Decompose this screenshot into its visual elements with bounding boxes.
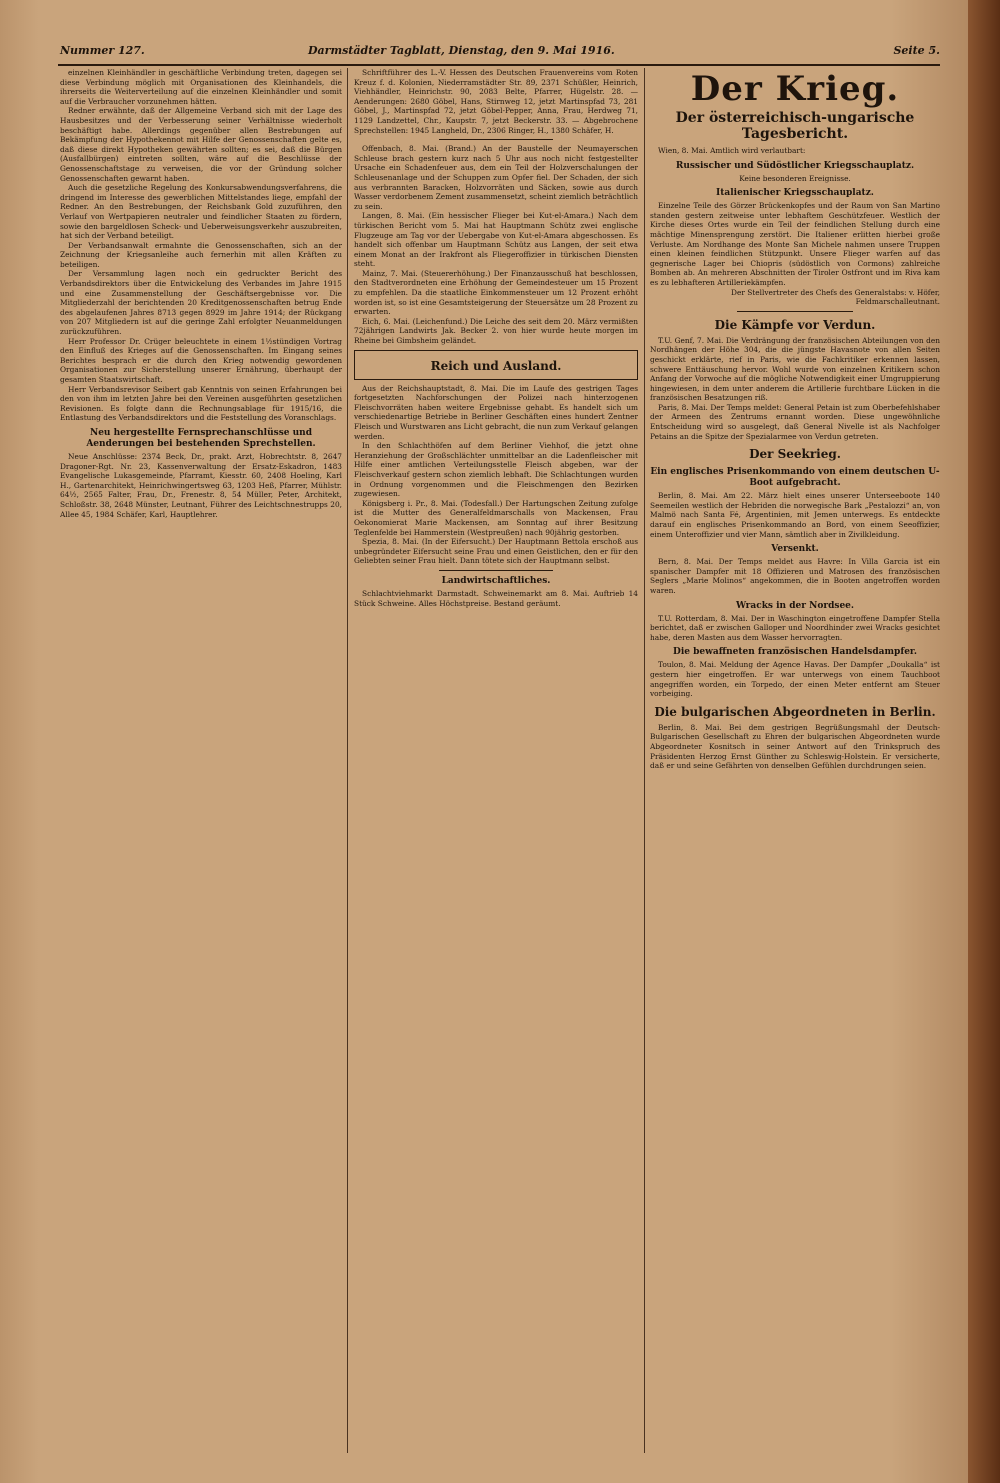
seekrieg-title: Der Seekrieg. [749, 447, 841, 462]
binding-edge [968, 0, 1000, 1483]
front-title-russia: Russischer und Südöstlicher Kriegsschauplatz. [675, 160, 915, 171]
verdun-text-2: Paris, 8. Mai. Der Temps meldet: General Petain ist zum Oberbefehlshaber der Armeen des Zentrums ernannt worden. Diese ungewöhnliche Entscheidung wird so ausgelegt, daß General Nivelle ist als Nachfolger Petains an die Spitze der Spezialarmee von Verdun getreten. [650, 402, 940, 441]
front-italy-text: Einzelne Teile des Görzer Brückenkopfes und der Raum von San Martino standen gestern zeitweise unter lebhaftem Geschützfeuer. Westlich der Kirche dieses Ortes wurde ein Teil der feindlichen Stellung durch eine mächtige Minensprengung zerstört. Die Italiener erlitten hierbei große Verluste. Am Nordhange des Monte San Michele nahmen unsere Truppen einen kleinen feindlichen Stützpunkt. Unsere Flieger warfen auf das gegnerische Lager bei Chiopris (südöstlich von Cormons) zahlreiche Bomben ab. An mehreren Abschnitten der Tiroler Ostfront und im Riva kam es zu lebhafteren Artilleriekämpfen. [650, 201, 940, 287]
news-reich-2: In den Schlachthöfen auf dem Berliner Viehhof, die jetzt ohne Heranziehung der Großschlächter unmittelbar an die Ladenfleischer mit Hilfe einer amtlichen Verteilungsstelle Fleisch abgeben, war der Fleischverkauf gestern schon ziemlich lebhaft. Die Schlachtungen wurden in Ordnung vorgenommen und die Fleischmengen den Bezirken zugewiesen. [354, 441, 638, 499]
issue-number: Nummer 127. [60, 44, 145, 57]
column-1 [60, 68, 342, 1453]
war-subheadline: Der österreichisch-ungarische Tagesbericht. [675, 110, 915, 142]
article-paragraph: einzelnen Kleinhändler in geschäftliche Verbindung treten, dagegen sei diese Verbindung möglich mit Organisationen des Kleinhandels, die ihrerseits die Weiterverteilung auf die einzelnen Kleinhändler und somit auf die Verbraucher vorzunehmen hätten. [60, 68, 342, 106]
article-paragraph: Der Versammlung lagen noch ein gedruckter Bericht des Verbandsdirektors über die Entwickelung des Verbandes im Jahre 1915 und eine Zusammenstellung der Geschäftsergebnisse vor. Die Mitgliederzahl der berichtenden 20 Kreditgenossenschaften betrug Ende des abgelaufenen Jahres 8713 gegen 8929 im Jahre 1914; der Rückgang von 207 Mitgliedern ist auf die geringe Zahl erfolgter Neuanmeldungen zurückzuführen. [60, 269, 342, 337]
news-langen: Langen, 8. Mai. (Ein hessischer Flieger bei Kut-el-Amara.) Nach dem türkischen Bericht vom 5. Mai hat Hauptmann Schütz zwei englische Flugzeuge am Tag vor der Uebergabe von Kut-el-Amara abgeschossen. Es handelt sich offenbar um Hauptmann Schütz aus Langen, der seit etwa einem Monat an der Irakfront als Fliegeroffizier in türkischen Diensten steht. [354, 211, 638, 269]
masthead [60, 42, 940, 64]
signoff: Der Stellvertreter des Chefs des Generalstabs: v. Höfer, Feldmarschalleutnant. [731, 287, 940, 307]
news-offenbach: Offenbach, 8. Mai. (Brand.) An der Baustelle der Neumayerschen Schleuse brach gestern kurz nach 5 Uhr aus noch nicht festgestellter Ursache ein Schadenfeuer aus, dem ein Teil der Holzverschalungen der Schleusenanlage und der Schuppen zum Opfer fiel. Der Schaden, der sich aus verbrannten Baracken, Holzvorräten und Säcken, sowie aus durch Wasser verdorbenem Zement zusammensetzt, scheint ziemlich beträchtlich zu sein. [354, 144, 638, 211]
phone-section-title: Neu hergestellte Fernsprechanschlüsse und Aenderungen bei bestehenden Sprechstellen. [86, 427, 316, 449]
column-2 [354, 68, 638, 1453]
front-title-italy: Italienischer Kriegsschauplatz. [716, 188, 874, 199]
bulgarian-title: Die bulgarischen Abgeordneten in Berlin. [654, 704, 936, 719]
page-number: Seite 5. [893, 44, 940, 57]
bewaffnet-title: Die bewaffneten französischen Handelsdampfer. [673, 647, 917, 658]
news-koenigsberg: Königsberg i. Pr., 8. Mai. (Todesfall.) Der Hartungschen Zeitung zufolge ist die Mutter des Generalfeldmarschalls von Mackensen, Frau Oekonomierat Marie Mackensen, am Sonntag auf ihrer Besitzung Teglenfelde bei Hammerstein (Westpreußen) nach 90jährig gestorben. [354, 498, 638, 537]
versenkt-title: Versenkt. [771, 544, 819, 555]
header-rule [58, 64, 940, 66]
verdun-text: T.U. Genf, 7. Mai. Die Verdrängung der französischen Abteilungen von den Nordhängen der Höhe 304, die die jüngste Havasnote von allen Seiten geschickt erklärte, rief in Paris, wie die Fachkritiker erkennen lassen, schwere Enttäuschung hervor. Wohl wurde von einzelnen Kritikern schon Anfang der Vorwoche auf die mögliche Notwendigkeit einer Umgruppierung hingewiesen, in dem unter anderem die Artillerie furchtbare Lücken in die französischen Besatzungen riß. [650, 335, 940, 403]
bern-text: Bern, 8. Mai. Der Temps meldet aus Havre: In Villa Garcia ist ein spanischer Dampfer mit 18 Offizieren und Matrosen des französischen Seglers „Marie Molinos“ angekommen, die in Booten angetroffen worden waren. [650, 557, 940, 595]
article-paragraph: Herr Verbandsrevisor Seibert gab Kenntnis von seinen Erfahrungen bei den von ihm im letzten Jahre bei den Vereinen ausgeführten gesetzlichen Revisionen. Es folgte dann die Rechnungsablage für 1915/16, die Entlastung des Verbandsdirektors und die Feststellung des Voranschlags. [60, 384, 342, 423]
news-land: Schlachtviehmarkt Darmstadt. Schweinemarkt am 8. Mai. Auftrieb 14 Stück Schweine. Alles Höchstpreise. Bestand geräumt. [354, 588, 638, 608]
separator [439, 139, 553, 140]
news-reich-1: Aus der Reichshauptstadt, 8. Mai. Die im Laufe des gestrigen Tages fortgesetzten Nachforschungen der Polizei nach hinterzogenen Fleischvorräten haben weitere Ergebnisse gehabt. Es handelt sich um verschiedenartige Betriebe in Berliner Geschäften eines hundert Zentner Fleisch und Wurstwaren ans Licht gebracht, die nun zum Verkauf gelangen werden. [354, 383, 638, 441]
seekrieg-text: Berlin, 8. Mai. Am 22. März hielt eines unserer Unterseeboote 140 Seemeilen westlich der Hebriden die norwegische Bark „Pestalozzi“ an, von Malmö nach Santa Fé, Argentinien, mit Jemen unterwegs. Es entdeckte darauf ein englisches Prisenkommando an Bord, von einem Seeoffizier, einem Unteroffizier und vier Mann, sämtlich aber in Zivilkleidung. [650, 491, 940, 539]
article-paragraph: Herr Professor Dr. Crüger beleuchtete in einem 1½stündigen Vortrag den Einfluß des Krieges auf die Genossenschaften. Im Eingang seines Berichtes besprach er die durch den Krieg notwendig gewordenen Organisationen zur Sicherstellung unserer Ernährung, überhaupt der gesamten Staatswirtschaft. [60, 336, 342, 384]
wracks-title: Wracks in der Nordsee. [735, 600, 855, 611]
news-eich: Eich, 6. Mai. (Leichenfund.) Die Leiche des seit dem 20. März vermißten 72jährigen Landwirts Jak. Becker 2. von hier wurde heute morgen im Rheine bei Gimbsheim geländet. [354, 316, 638, 346]
article-paragraph: Der Verbandsanwalt ermahnte die Genossenschaften, sich an der Zeichnung der Kriegsanleihe auch fernerhin mit allen Kräften zu beteiligen. [60, 240, 342, 269]
column-divider [347, 68, 348, 1453]
rotterdam-text: T.U. Rotterdam, 8. Mai. Der in Waschington eingetroffene Dampfer Stella berichtet, daß er zwischen Galloper und Noordhinder zwei Wracks gesichtet habe, deren Masten aus dem Wasser hervorragten. [650, 613, 940, 642]
section-title-reich: Reich und Ausland. [430, 358, 562, 373]
separator [737, 311, 853, 312]
front-russia-text: Keine besonderen Ereignisse. [739, 173, 851, 183]
column-3 [650, 68, 940, 1453]
verdun-title: Die Kämpfe vor Verdun. [714, 317, 876, 332]
column-divider [644, 68, 645, 1453]
section-title-land: Landwirtschaftliches. [441, 575, 551, 586]
news-spezia: Spezia, 8. Mai. (In der Eifersucht.) Der Hauptmann Bettola erschoß aus unbegründeter Eifersucht seine Frau und einen Geistlichen, den er für den Geliebten seiner Frau hielt. Dann tötete sich der Hauptmann selbst. [354, 537, 638, 566]
article-paragraph: Schriftführer des L.-V. Hessen des Deutschen Frauenvereins vom Roten Kreuz f. d. Kolonien, Niederramstädter Str. 89, 2371 Schüßler, Heinrich, Viehhändler, Heinrichstr. 90, 2083 Belte, Pfarrer, Hügelstr. 28. — Aenderungen: 2680 Göbel, Hans, Stirnweg 12, jetzt Martinspfad 73, 281 Göbel, J., Martinspfad 72, jetzt Göbel-Pepper, Anna, Frau, Herdweg 71, 1129 Landzettel, Chr., Kaupstr. 7, jetzt Beckerstr. 33. — Abgebrochene Sprechstellen: 1945 Langheld, Dr., 2306 Ringer, H., 1380 Schäfer, H. [354, 68, 638, 135]
paper-title-date: Darmstädter Tagblatt, Dienstag, den 9. Mai 1916. [308, 44, 615, 57]
dispatch-wien: Wien, 8. Mai. Amtlich wird verlautbart: [658, 146, 806, 155]
phone-list: Neue Anschlüsse: 2374 Beck, Dr., prakt. Arzt, Hobrechtstr. 8, 2647 Dragoner-Rgt. Nr. 23, Kassenverwaltung der Ersatz-Eskadron, 1483 Evangelische Lukasgemeinde, Pfarramt, Kiesstr. 60, 2408 Hoeling, Karl H., Gartenarchitekt, Heinrichwingertsweg 63, 1203 Heß, Pfarrer, Mühlstr. 64½, 2565 Falter, Frau, Dr., Frenestr. 8, 54 Müller, Peter, Architekt, Schloßstr. 38, 2648 Münster, Leutnant, Führer des Leichtschnestrupps 20, Allee 45, 1984 Schäfer, Karl, Hauptlehrer. [60, 451, 342, 519]
section-box [354, 350, 638, 380]
war-headline: Der Krieg. [690, 69, 900, 109]
news-mainz: Mainz, 7. Mai. (Steuererhöhung.) Der Finanzausschuß hat beschlossen, den Stadtverordneten eine Erhöhung der Gemeindesteuer um 15 Prozent zu empfehlen. Da die staatliche Einkommensteuer um 12 Prozent erhöht worden ist, so ist eine Gesamtsteigerung der Steuersätze um 28 Prozent zu erwarten. [354, 268, 638, 317]
seekrieg-subtitle: Ein englisches Prisenkommando von einem deutschen U-Boot aufgebracht. [650, 467, 940, 489]
article-paragraph: Redner erwähnte, daß der Allgemeine Verband sich mit der Lage des Hausbesitzes und der Verbesserung seiner Verhältnisse wiederholt beschäftigt habe. Allerdings gegenüber allen Bestrebungen auf Bekämpfung der Hypothekennot mit Hilfe der Genossenschaften gelte es, daß diese direkt Hypotheken gewährten sollten; es sei, daß die Bürgen (Ausfallbürgen) eintreten sollten, wäre auf die Beschlüsse der Genossenschaftstage zu verweisen, die vor der Gründung solcher Genossenschaften gewarnt haben. [60, 106, 342, 183]
bulgarian-text: Berlin, 8. Mai. Bei dem gestrigen Begrüßungsmahl der Deutsch-Bulgarischen Gesellschaft zu Ehren der bulgarischen Abgeordneten wurde Abgeordneter Kosnitsch in seiner Antwort auf den Trinkspruch des Präsidenten Herzog Ernst Günther zu Schleswig-Holstein. Er versicherte, daß er und seine Gefährten von denselben Gefühlen durchdrungen seien. [650, 722, 940, 771]
separator [439, 570, 553, 571]
toulon-text: Toulon, 8. Mai. Meldung der Agence Havas. Der Dampfer „Doukalla“ ist gestern hier eingetroffen. Er war unterwegs von einem Tauchboot angegriffen worden, ein Torpedo, der einen Meter entfernt am Steuer vorbeiging. [650, 660, 940, 699]
article-paragraph: Auch die gesetzliche Regelung des Konkursabwendungsverfahrens, die dringend im Interesse des gewerblichen Mittelstandes liege, empfahl der Redner. An den Bestrebungen, der Reichsbank Gold zuzuführen, den Verlauf von Wertpapieren neutraler und feindlicher Staaten zu fördern, sowie den bargeldlosen Scheck- und Ueberweisungsverkehr auszubreiten, hat sich der Verband beteiligt. [60, 183, 342, 241]
